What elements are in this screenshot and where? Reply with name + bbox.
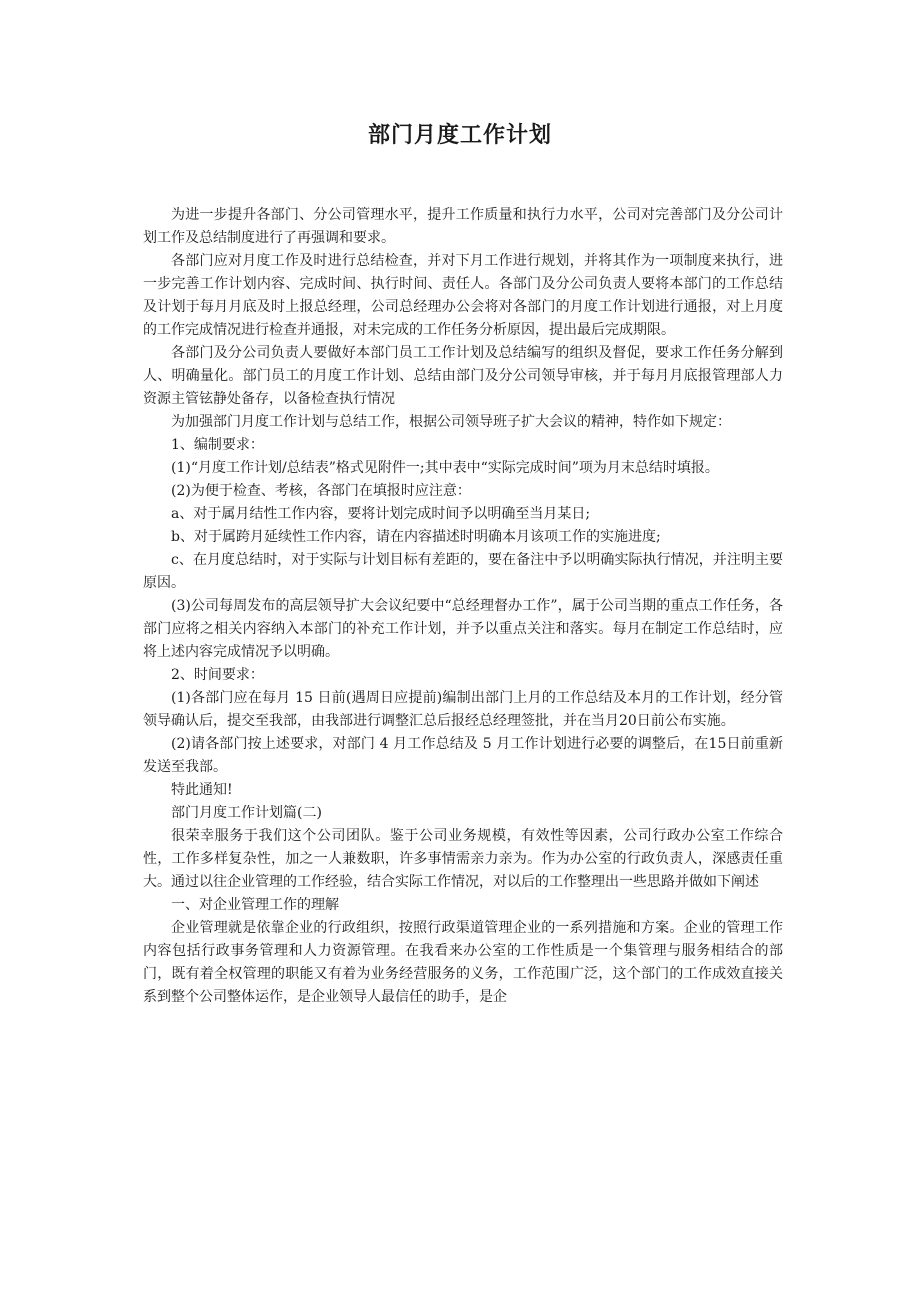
paragraph-monthly-review: 各部门应对月度工作及时进行总结检查，并对下月工作进行规划，并将其作为一项制度来执行，进一步完善工作计划内容、完成时间、执行时间、责任人。各部门及分公司负责人要将本部门的工作总结及计划于每月月底及时上报总经理，公司总经理办公会将对各部门的月度工作计划进行通报，对上月度的工作完成情况进行检查并通报，对未完成的工作任务分析原因，提出最后完成期限。 bbox=[143, 253, 783, 338]
item-c: c、在月度总结时，对于实际与计划目标有差距的，要在备注中予以明确实际执行情况，并注明主要原因。 bbox=[143, 552, 783, 591]
item-b: b、对于属跨月延续性工作内容，请在内容描述时明确本月该项工作的实施进度; bbox=[171, 529, 661, 545]
document-title: 部门月度工作计划 bbox=[367, 123, 552, 148]
notice-closing: 特此通知! bbox=[171, 782, 233, 798]
paragraph-team-intro: 很荣幸服务于我们这个公司团队。鉴于公司业务规模，有效性等因素，公司行政办公室工作综合性，工作多样复杂性，加之一人兼数职，许多事情需亲力亲为。作为办公室的行政负责人，深感责任重大。通过以往企业管理的工作经验，结合实际工作情况，对以后的工作整理出一些思路并做如下阐述 bbox=[143, 828, 783, 890]
paragraph-regulation-intro: 为加强部门月度工作计划与总结工作，根据公司领导班子扩大会议的精神，特作如下规定： bbox=[171, 414, 731, 430]
paragraph-intro: 为进一步提升各部门、分公司管理水平，提升工作质量和执行力水平，公司对完善部门及分公司计划工作及总结制度进行了再强调和要求。 bbox=[143, 207, 783, 246]
heading-compilation-requirements: 1、编制要求： bbox=[171, 437, 264, 453]
paragraph-staff-plans: 各部门及分公司负责人要做好本部门员工工作计划及总结编写的组织及督促，要求工作任务分解到人、明确量化。部门员工的月度工作计划、总结由部门及分公司领导审核，并于每月月底报管理部人力资源主管铉静处备存，以备检查执行情况 bbox=[143, 345, 783, 407]
document-body bbox=[143, 204, 783, 1009]
paragraph-management-definition: 企业管理就是依靠企业的行政组织，按照行政渠道管理企业的一系列措施和方案。企业的管理工作内容包括行政事务管理和人力资源管理。在我看来办公室的工作性质是一个集管理与服务相结合的部门，既有着全权管理的职能又有着为业务经营服务的义务，工作范围广泛，这个部门的工作成效直接关系到整个公司整体运作，是企业领导人最信任的助手，是企 bbox=[143, 920, 783, 1005]
time-item-1: (1)各部门应在每月 15 日前(遇周日应提前)编制出部门上月的工作总结及本月的工作计划，经分管领导确认后，提交至我部，由我部进行调整汇总后报经总经理签批，并在当月20日前公布实施。 bbox=[143, 690, 783, 729]
item-3-supervision: (3)公司每周发布的高层领导扩大会议纪要中“总经理督办工作”，属于公司当期的重点工作任务，各部门应将之相关内容纳入本部门的补充工作计划，并予以重点关注和落实。每月在制定工作总结时，应将上述内容完成情况予以明确。 bbox=[143, 598, 783, 660]
item-a: a、对于属月结性工作内容，要将计划完成时间予以明确至当月某日; bbox=[171, 506, 591, 522]
heading-management-understanding: 一、对企业管理工作的理解 bbox=[171, 897, 339, 913]
heading-time-requirements: 2、时间要求： bbox=[171, 667, 264, 683]
item-1-format: (1)“月度工作计划/总结表”格式见附件一;其中表中“实际完成时间”项为月末总结时填报。 bbox=[171, 460, 719, 476]
section-two-title: 部门月度工作计划篇(二) bbox=[171, 805, 322, 821]
time-item-2: (2)请各部门按上述要求，对部门 4 月工作总结及 5 月工作计划进行必要的调整后，在15日前重新发送至我部。 bbox=[143, 736, 783, 775]
item-2-notes: (2)为便于检查、考核，各部门在填报时应注意： bbox=[171, 483, 471, 499]
